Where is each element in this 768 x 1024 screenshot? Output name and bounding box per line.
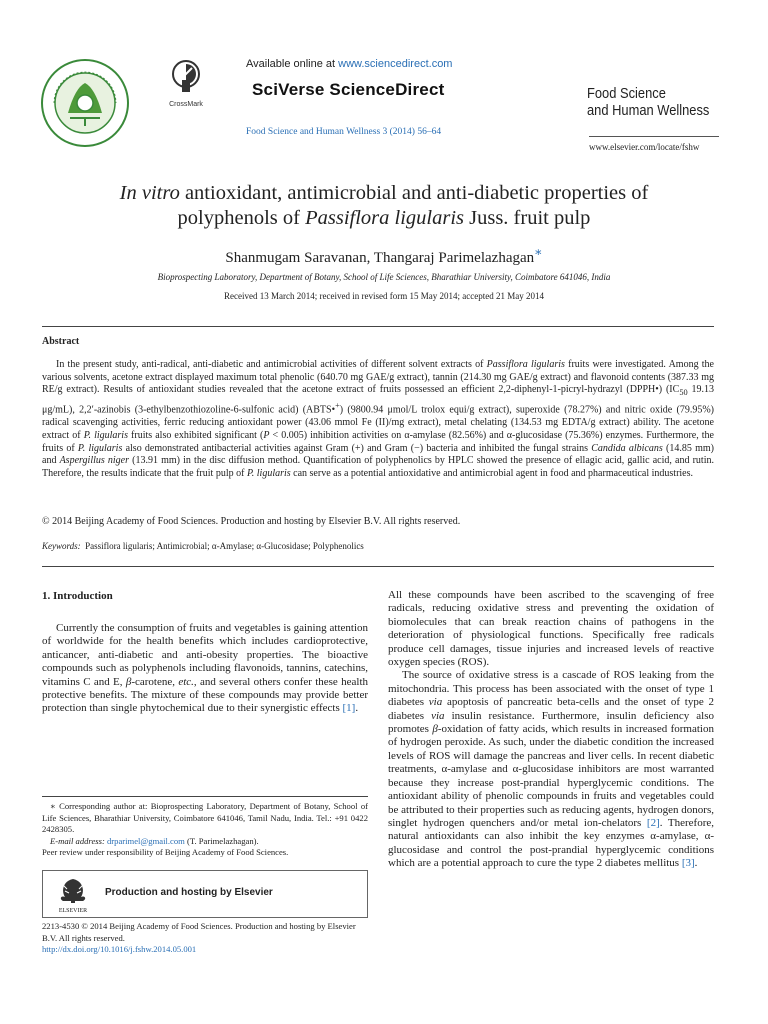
available-online-line (246, 58, 452, 70)
abstract-body: In the present study, anti-radical, anti-diabetic and antimicrobial activities of different solvent extracts of Passiflora ligularis fruits were investigated. Among the various solvents, acetone extract displayed maximum total phenolic (640.70 mg GAE/g extract), tannin (214.30 mg GAE/g extract) and flavonoid contents (387.33 mg RE/g extract). Results of antioxidant studies revealed that the acetone extract of fruits possessed an efficient 2,2-diphenyl-1-picryl-hydrazyl (DPPH•) ($IC_{50}$ 19.13 μg/mL), 2,2′-azinobis (3-ethylbenzothiozoline-6-sulfonic acid) (ABTS•+) (9800.94 μmol/L trolox equi/g extract), superoxide (78.27%) and nitric oxide (79.95%) radical scavenging activities, ferric reducing antioxidant power (43.06 mmol Fe (II)/mg extract), metal chelating (134.53 mg EDTA/g extract) ability. The acetone extract of P. ligularis fruits also exhibited significant (P < 0.005) inhibition activities on α-amylase (82.56%) and α-glucosidase (75.36%) enzymes. Furthermore, the fruits of P. ligularis also demonstrated antibacterial activities against Gram (+) and Gram (−) bacteria and inhibited the fungal strains Candida albicans (14.85 mm) and Aspergillus niger (13.91 mm) in the disc diffusion method. Quantification of polyphenolics by HPLC showed the presence of ellagic acid, gallic acid, and rutin. Therefore, the results indicate that the fruit pulp of P. ligularis can serve as a potential antioxidative and antimicrobial agent in food and pharmaceutical industries. (42, 359, 715, 479)
journal-name-line1: Food Science (587, 85, 666, 102)
right-column-text: All these compounds have been ascribed to the scavenging of free radicals, reducing oxidative stress and preventing the oxidation of biomolecules that can break reaction chains of pathogens in the deterioration of physiological functions. Specifically free radicals produce cell damages, tissue injuries and increased levels of reactive oxygen species (ROS). The source of oxidative stress is a cascade of ROS leaking from the mitochondria. This process has been associated with the onset of type 1 diabetes via apoptosis of pancreatic beta-cells and the onset of type 2 diabetes via insulin resistance. Furthermore, insulin deficiency also promotes β-oxidation of fatty acids, which results in increased formation of hydrogen peroxide. As such, under the diabetic condition the increased levels of ROS will damage the pancreas and liver cells. In recent diabetic treatments, α-amylase and α-glucosidase inhibitors are most warranted because they increase post-prandial hyperglycemic conditions. The antioxidant ability of phenolic compounds in fruits and vegetables could be attributed to their properties such as reducing agents, hydrogen donors, singlet hydrogen quenchers and/or metal ion-chelators [2]. Therefore, natural antioxidants can also inhibit the key enzymes α-amylase, α-glucosidase and control the post-prandial hyperglycemic conditions which are a potential approach to cure the type 2 diabetes mellitus [3]. (388, 589, 714, 870)
journal-rule (589, 136, 719, 137)
elsevier-tree-logo (53, 875, 93, 915)
peer-review-note: Peer review under responsibility of Beijing Academy of Food Sciences. (42, 847, 289, 858)
corresponding-author-mark[interactable]: ∗ (534, 245, 543, 259)
crossmark-icon (172, 60, 200, 94)
abstract-copyright: © 2014 Beijing Academy of Food Sciences. Production and hosting by Elsevier B.V. All rights reserved. (42, 516, 461, 527)
journal-seal-logo (40, 58, 130, 148)
title-part2a: polyphenols of (177, 207, 306, 229)
divider-top (42, 326, 714, 327)
corresponding-author-note: ∗ Corresponding author at: Bioprospecting Laboratory, Department of Botany, School of Life Sciences, Bharathiar University, Coimbatore 641046, Tamil Nadu, India. Tel.: +91 0422 2428305. (42, 801, 368, 835)
affiliation: Bioprospecting Laboratory, Department of Botany, School of Life Sciences, Bharathiar University, Coimbatore 641046, India (157, 272, 611, 282)
production-hosting-label: Production and hosting by Elsevier (105, 887, 273, 898)
doi-link[interactable]: http://dx.doi.org/10.1016/j.fshw.2014.05.001 (42, 944, 197, 955)
keywords-list: Passiflora ligularis; Antimicrobial; α-Amylase; α-Glucosidase; Polyphenolics (85, 541, 364, 551)
title-part1: antioxidant, antimicrobial and anti-diabetic properties of (179, 182, 649, 204)
introduction-text: Currently the consumption of fruits and vegetables is gaining attention of worldwide for the health benefits which includes cardioprotective, anticancer, anti-diabetic and anti-obesity properties. The bioactive compounds such as polyphenols including flavonoids, tannins, catechins, vitamins C and E, β-carotene, etc., and several others confer these health protective benefits. The mixture of these compounds may provide better protection than single phytochemical due to their synergistic effects [1]. (42, 622, 369, 715)
reference-link-2[interactable]: [2] (646, 816, 660, 829)
elsevier-url[interactable]: www.elsevier.com/locate/fshw (589, 142, 700, 152)
available-prefix: Available online at (246, 58, 339, 70)
crossmark-badge[interactable] (164, 60, 208, 108)
keywords-line (42, 541, 714, 551)
issn-block (42, 921, 368, 956)
email-label: E-mail address: (50, 835, 105, 846)
email-line (42, 836, 368, 848)
article-title (60, 181, 708, 231)
title-species: Passiflora ligularis (305, 207, 464, 229)
reference-link-3[interactable]: [3] (681, 857, 695, 870)
abstract-heading: Abstract (42, 336, 80, 347)
journal-name-line2: and Human Wellness (587, 102, 710, 119)
divider-bottom (42, 566, 714, 567)
journal-citation[interactable]: Food Science and Human Wellness 3 (2014) 56–64 (246, 127, 442, 137)
author-names: Shanmugam Saravanan, Thangaraj Parimelazhagan (225, 250, 535, 266)
reference-link-1[interactable]: [1] (342, 702, 356, 715)
title-italic: In vitro (119, 182, 180, 204)
email-link[interactable]: drparimel@gmail.com (106, 835, 185, 846)
sciencedirect-link[interactable]: www.sciencedirect.com (338, 58, 453, 70)
authors (60, 244, 708, 267)
title-part2b: Juss. fruit pulp (464, 207, 591, 229)
platform-name: SciVerse ScienceDirect (252, 80, 445, 99)
crossmark-label: CrossMark (169, 101, 203, 108)
keywords-label: Keywords: (42, 541, 81, 551)
received-dates: Received 13 March 2014; received in revised form 15 May 2014; accepted 21 May 2014 (224, 291, 544, 301)
email-suffix: (T. Parimelazhagan). (184, 835, 259, 846)
footnotes (42, 801, 368, 859)
production-box (42, 870, 368, 918)
issn-line: 2213-4530 © 2014 Beijing Academy of Food Sciences. Production and hosting by Elsevier B.V. All rights reserved. (42, 921, 356, 943)
journal-name (587, 85, 709, 119)
elsevier-label: ELSEVIER (58, 908, 88, 914)
section-heading-introduction: 1. Introduction (42, 590, 113, 602)
footnote-rule (42, 796, 368, 797)
